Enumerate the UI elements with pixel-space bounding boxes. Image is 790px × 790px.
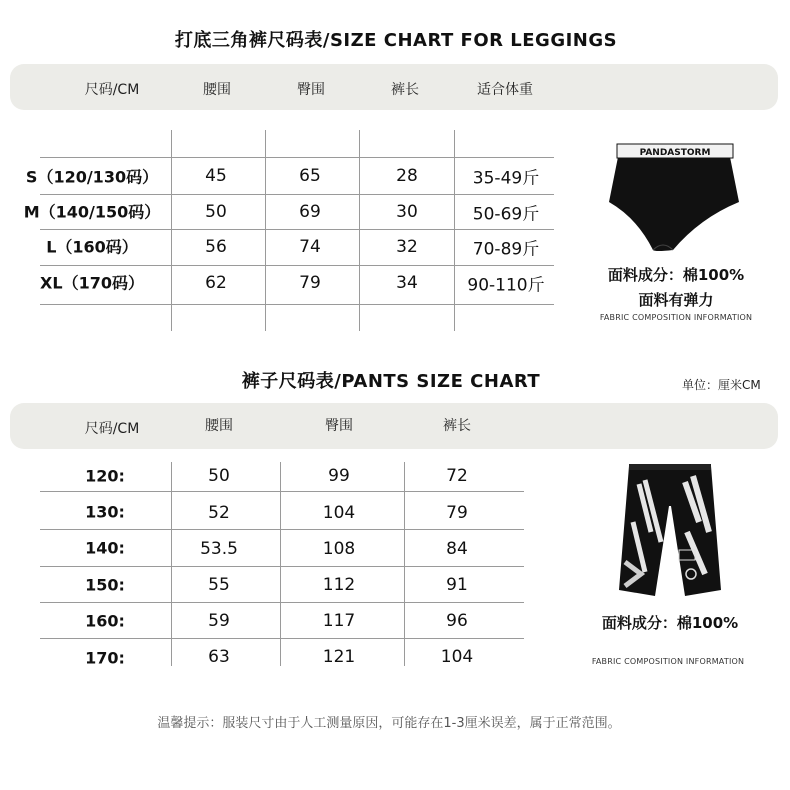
size-label: S（120/130码） [25, 167, 159, 187]
briefs-image [605, 130, 745, 255]
leggings-header-size: 尺码/CM [84, 82, 140, 98]
pants-fabric: 面料成分：棉100% [601, 614, 739, 632]
waist-value: 62 [205, 273, 227, 293]
hip-value: 79 [299, 273, 321, 293]
pants-image [615, 462, 725, 600]
size-label: 140: [85, 538, 125, 558]
waist-value: 52 [208, 503, 230, 523]
length-value: 32 [396, 237, 418, 257]
leggings-stretch: 面料有弹力 [638, 291, 714, 309]
weight-value: 90-110斤 [467, 275, 545, 296]
size-label: L（160码） [46, 237, 138, 257]
length-value: 34 [396, 273, 418, 293]
waist-value: 56 [205, 237, 227, 257]
weight-value: 50-69斤 [472, 204, 540, 225]
length-value: 84 [446, 539, 468, 559]
hip-value: 112 [322, 575, 356, 595]
leggings-header-waist: 腰围 [203, 82, 231, 98]
waistband-text: PANDASTORM [639, 148, 711, 158]
size-label: M（140/150码） [23, 202, 161, 222]
unit-label: 单位：厘米CM [682, 378, 761, 392]
size-label: 130: [85, 502, 125, 522]
hip-value: 74 [299, 237, 321, 257]
waist-value: 50 [205, 202, 227, 222]
hip-value: 117 [322, 611, 356, 631]
length-value: 28 [396, 166, 418, 186]
hip-value: 121 [322, 647, 356, 667]
pants-header-length: 裤长 [443, 418, 471, 434]
leggings-header-weight: 适合体重 [477, 82, 533, 98]
weight-value: 70-89斤 [472, 239, 540, 260]
waist-value: 55 [208, 575, 230, 595]
length-value: 72 [446, 466, 468, 486]
size-label: 150: [85, 575, 125, 595]
pants-header-size: 尺码/CM [84, 421, 140, 437]
leggings-header-hip: 臀围 [297, 82, 325, 98]
hip-value: 108 [322, 539, 356, 559]
size-label: 120: [85, 466, 125, 486]
waist-value: 50 [208, 466, 230, 486]
waist-value: 45 [205, 166, 227, 186]
weight-value: 35-49斤 [472, 168, 540, 189]
length-value: 91 [446, 575, 468, 595]
waist-value: 59 [208, 611, 230, 631]
measurement-note: 温馨提示：服装尺寸由于人工测量原因，可能存在1-3厘米误差，属于正常范围。 [157, 716, 621, 731]
length-value: 30 [396, 202, 418, 222]
leggings-title: 打底三角裤尺码表/SIZE CHART FOR LEGGINGS [174, 30, 618, 51]
hip-value: 99 [328, 466, 350, 486]
hip-value: 104 [322, 503, 356, 523]
pants-title: 裤子尺码表/PANTS SIZE CHART [241, 371, 541, 392]
size-label: XL（170码） [40, 273, 144, 293]
pants-header-hip: 臀围 [325, 418, 353, 434]
leggings-fabric-en: FABRIC COMPOSITION INFORMATION [599, 313, 753, 322]
waist-value: 63 [208, 647, 230, 667]
size-label: 170: [85, 648, 125, 668]
pants-header-waist: 腰围 [205, 418, 233, 434]
hip-value: 69 [299, 202, 321, 222]
pants-fabric-en: FABRIC COMPOSITION INFORMATION [591, 657, 745, 666]
length-value: 79 [446, 503, 468, 523]
size-label: 160: [85, 611, 125, 631]
hip-value: 65 [299, 166, 321, 186]
length-value: 104 [440, 647, 474, 667]
leggings-header-length: 裤长 [391, 82, 419, 98]
leggings-fabric: 面料成分：棉100% [607, 266, 745, 284]
length-value: 96 [446, 611, 468, 631]
waist-value: 53.5 [200, 539, 238, 559]
